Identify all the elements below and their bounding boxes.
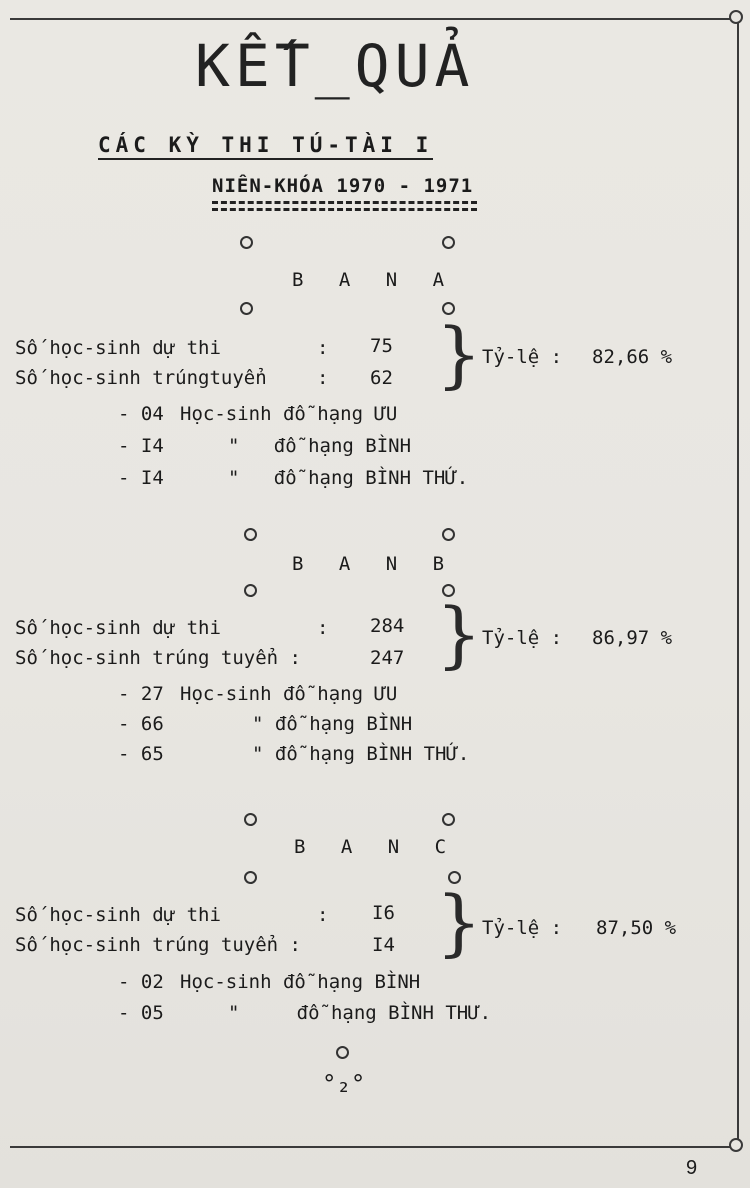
ornament-dot [244,871,257,884]
ornament-dot [244,528,257,541]
ornament-dot [244,584,257,597]
colon: : [317,617,329,639]
brace: } [436,880,482,964]
section-a-detail-label: Học-sinh đỗ hạng ƯU [180,403,398,425]
ornament-dot [240,236,253,249]
section-a-detail-prefix: - I4 [118,435,164,457]
section-a-candidates-label: Số học-sinh dự thi [15,337,221,359]
ornament-dot [244,813,257,826]
section-a-detail-label: " đỗ hạng BÌNH THỨ. [228,467,469,489]
section-b-title: B A N B [292,553,457,575]
section-a-detail-prefix: - I4 [118,467,164,489]
colon: : [317,337,329,359]
section-b-candidates-label: Số học-sinh dự thi [15,617,221,639]
year-underline-2 [212,208,477,211]
section-c-rate-value: 87,50 % [596,917,677,939]
brace: } [436,592,482,676]
section-c-detail-prefix: - 05 [118,1002,164,1024]
section-a-passed-label: Số học-sinh trúngtuyển [15,367,267,389]
section-a-rate-value: 82,66 % [592,346,673,368]
section-b-detail-prefix: - 27 [118,683,164,705]
frame-top-line [10,18,738,20]
frame-bottom-line [10,1146,738,1148]
section-c-candidates-label: Số học-sinh dự thi [15,904,221,926]
section-c-candidates-value: I6 [372,902,395,924]
section-c-rate-label: Tỷ-lệ : [482,917,563,939]
section-b-detail-prefix: - 65 [118,743,164,765]
section-b-detail-label: " đỗ hạng BÌNH [252,713,413,735]
section-b-detail-label: " đỗ hạng BÌNH THỨ. [252,743,470,765]
section-a-candidates-value: 75 [370,335,393,357]
section-a-title: B A N A [292,269,457,291]
ornament-dot [442,528,455,541]
brace: } [436,312,482,396]
section-c-detail-label: Học-sinh đỗ hạng BÌNH [180,971,421,993]
frame-right-line [737,18,739,1143]
corner-ring-top [729,10,743,24]
section-b-candidates-value: 284 [370,615,405,637]
section-a-detail-label: " đỗ hạng BÌNH [228,435,412,457]
section-a-passed-value: 62 [370,367,393,389]
section-b-passed-label: Số học-sinh trúng tuyển : [15,647,301,669]
page-subtitle: CÁC KỲ THI TÚ-TÀI I [98,133,433,160]
section-c-detail-prefix: - 02 [118,971,164,993]
colon: : [317,904,329,926]
ornament-dot [442,236,455,249]
section-c-passed-value: I4 [372,934,395,956]
ornament-dot [240,302,253,315]
page-number: 9 [686,1157,698,1179]
colon: : [317,367,329,389]
section-a-detail-prefix: - 04 [118,403,164,425]
section-b-detail-label: Học-sinh đỗ hạng ƯU [180,683,398,705]
ornament-dot [442,813,455,826]
ornament-mark: °₂° [322,1070,366,1098]
section-a-rate-label: Tỷ-lệ : [482,346,563,368]
section-b-rate-value: 86,97 % [592,627,673,649]
corner-ring-bottom [729,1138,743,1152]
school-year: NIÊN-KHÓA 1970 - 1971 [212,175,474,197]
section-b-detail-prefix: - 66 [118,713,164,735]
ornament-dot [336,1046,349,1059]
year-underline-1 [212,201,477,204]
page-title: KẾT_QUẢ [195,32,475,100]
section-c-title: B A N C [294,836,459,858]
section-c-detail-label: " đỗ hạng BÌNH THƯ. [228,1002,492,1024]
section-c-passed-label: Số học-sinh trúng tuyển : [15,934,301,956]
section-b-rate-label: Tỷ-lệ : [482,627,563,649]
section-b-passed-value: 247 [370,647,405,669]
